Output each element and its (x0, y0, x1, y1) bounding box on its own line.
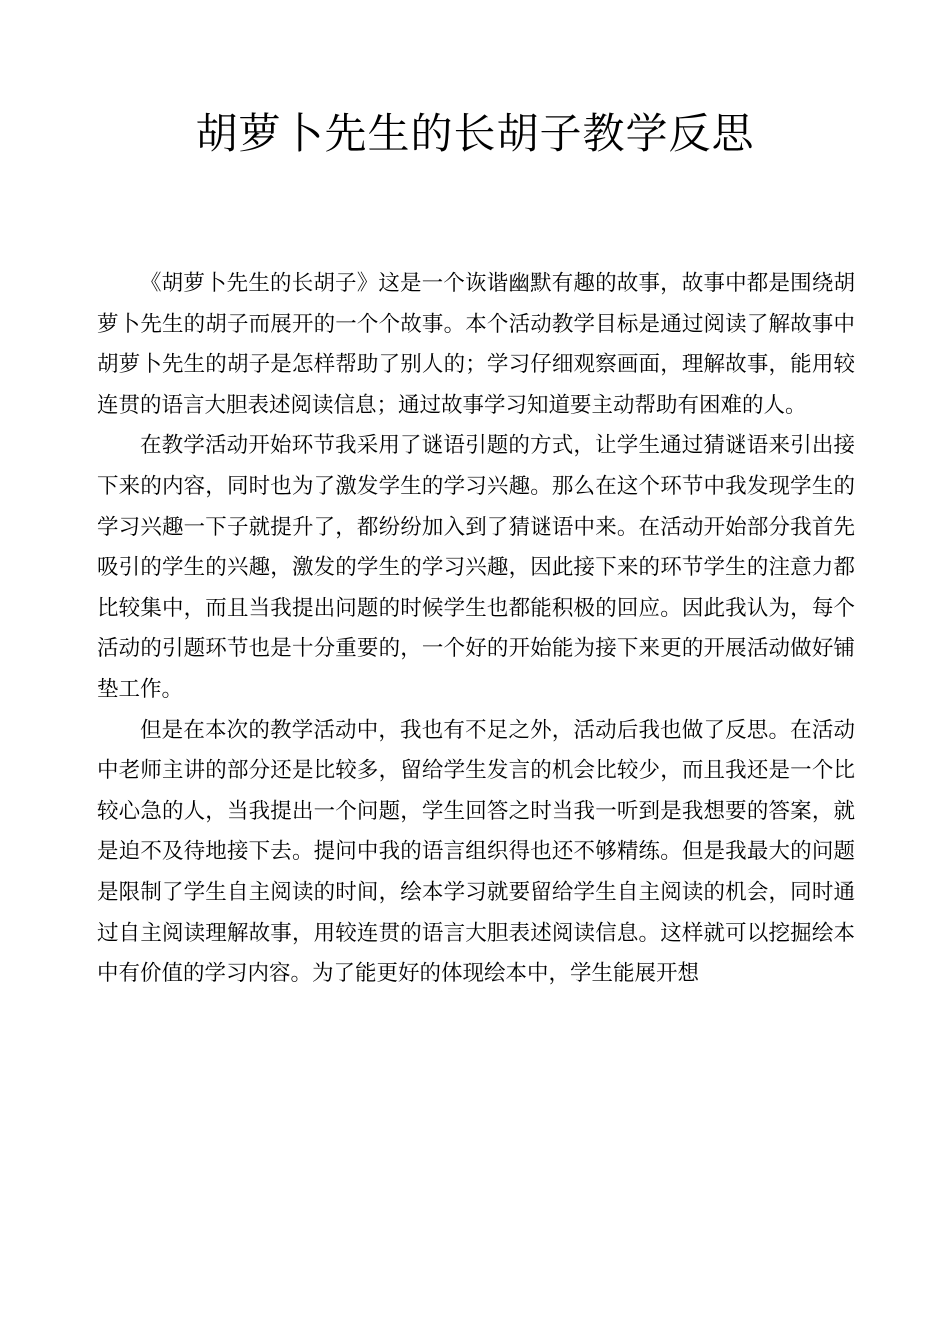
document-body (97, 264, 855, 995)
document-title: 胡萝卜先生的长胡子教学反思 (195, 109, 755, 158)
paragraph-1: 《胡萝卜先生的长胡子》这是一个诙谐幽默有趣的故事，故事中都是围绕胡萝卜先生的胡子而展开的一个个故事。本个活动教学目标是通过阅读了解故事中胡萝卜先生的胡子是怎样帮助了别人的；学习仔细观察画面，理解故事，能用较连贯的语言大胆表述阅读信息；通过故事学习知道要主动帮助有困难的人。 (97, 271, 855, 418)
paragraph-2: 在教学活动开始环节我采用了谜语引题的方式，让学生通过猜谜语来引出接下来的内容，同时也为了激发学生的学习兴趣。那么在这个环节中我发现学生的学习兴趣一下子就提升了，都纷纷加入到了猜谜语中来。在活动开始部分我首先吸引的学生的兴趣，激发的学生的学习兴趣，因此接下来的环节学生的注意力都比较集中，而且当我提出问题的时候学生也都能积极的回应。因此我认为，每个活动的引题环节也是十分重要的，一个好的开始能为接下来更的开展活动做好铺垫工作。 (97, 433, 855, 702)
paragraph-3: 但是在本次的教学活动中，我也有不足之外，活动后我也做了反思。在活动中老师主讲的部分还是比较多，留给学生发言的机会比较少，而且我还是一个比较心急的人，当我提出一个问题，学生回答之时当我一听到是我想要的答案，就是迫不及待地接下去。提问中我的语言组织得也还不够精练。但是我最大的问题是限制了学生自主阅读的时间，绘本学习就要留给学生自主阅读的机会，同时通过自主阅读理解故事，用较连贯的语言大胆表述阅读信息。这样就可以挖掘绘本中有价值的学习内容。为了能更好的体现绘本中，学生能展开想 (97, 717, 855, 987)
